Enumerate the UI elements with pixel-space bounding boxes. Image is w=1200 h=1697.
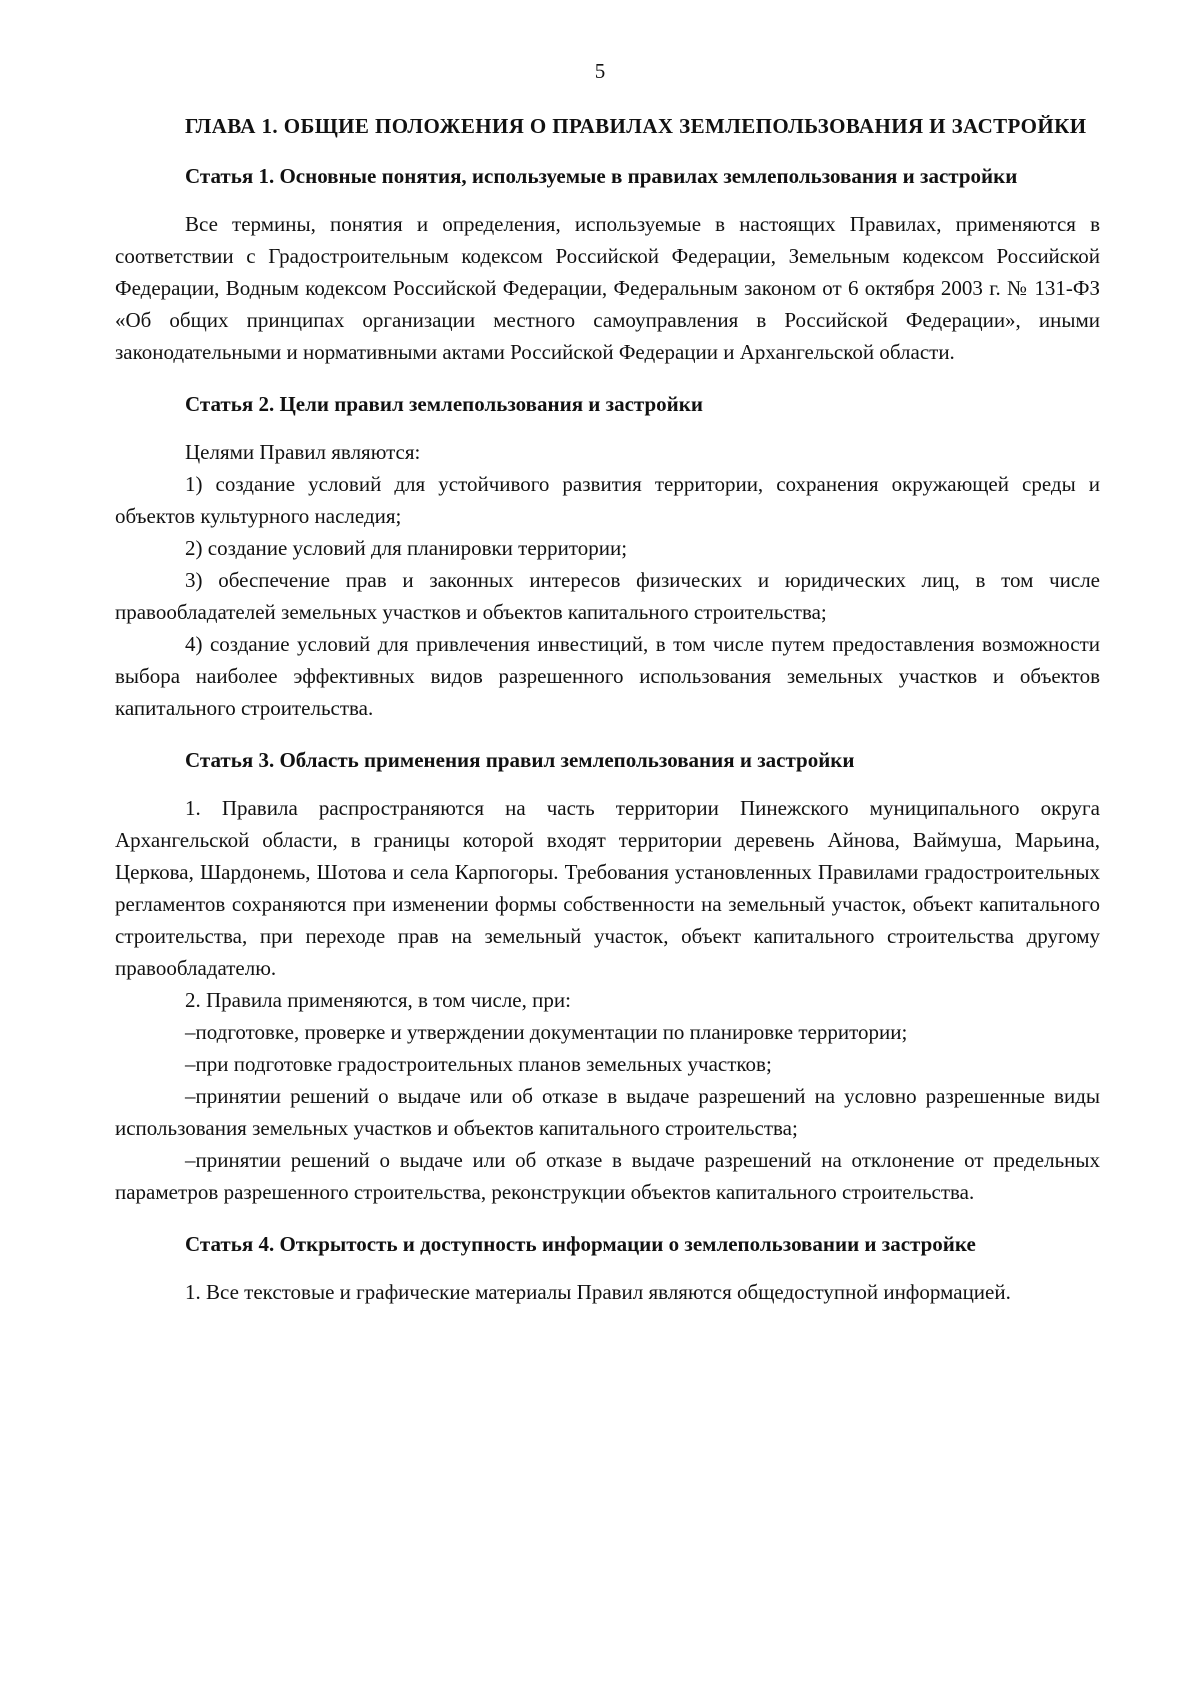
article-1 xyxy=(115,160,1100,368)
article-title: Статья 4. Открытость и доступность информации о землепользовании и застройке xyxy=(185,1232,976,1256)
article-title: Статья 2. Цели правил землепользования и застройки xyxy=(185,392,703,416)
list-item: –подготовке, проверке и утверждении документации по планировке территории; xyxy=(185,1020,908,1044)
paragraph: 1. Правила распространяются на часть территории Пинежского муниципального округа Архангельской области, в границы которой входят территории деревень Айнова, Ваймуша, Марьина, Церкова, Шардонемь, Шотова и села Карпогоры. Требования установленных Правилами градостроительных регламентов сохраняются при изменении формы собственности на земельный участок, объект капитального строительства, при переходе прав на земельный участок, объект капитального строительства другому правообладателю. xyxy=(115,796,1100,980)
list-item: 1) создание условий для устойчивого развития территории, сохранения окружающей среды и объектов культурного наследия; xyxy=(115,472,1100,528)
article-title: Статья 3. Область применения правил землепользования и застройки xyxy=(185,748,855,772)
list-item: –при подготовке градостроительных планов земельных участков; xyxy=(185,1052,772,1076)
paragraph: 1. Все текстовые и графические материалы Правил являются общедоступной информацией. xyxy=(185,1280,1011,1304)
list-item: –принятии решений о выдаче или об отказе в выдаче разрешений на отклонение от предельных параметров разрешенного строительства, реконструкции объектов капитального строительства. xyxy=(115,1148,1100,1204)
document-body xyxy=(115,110,1100,1328)
list-item: 3) обеспечение прав и законных интересов физических и юридических лиц, в том числе правообладателей земельных участков и объектов капитального строительства; xyxy=(115,568,1100,624)
list-item: –принятии решений о выдаче или об отказе в выдаче разрешений на условно разрешенные виды использования земельных участков и объектов капитального строительства; xyxy=(115,1084,1100,1140)
list-item: 2) создание условий для планировки территории; xyxy=(185,536,628,560)
article-4 xyxy=(115,1228,1100,1308)
paragraph: 2. Правила применяются, в том числе, при: xyxy=(185,988,571,1012)
chapter-title: ГЛАВА 1. ОБЩИЕ ПОЛОЖЕНИЯ О ПРАВИЛАХ ЗЕМЛЕПОЛЬЗОВАНИЯ И ЗАСТРОЙКИ xyxy=(185,114,1087,138)
page-number: 5 xyxy=(594,59,606,83)
article-2 xyxy=(115,388,1100,724)
list-item: 4) создание условий для привлечения инвестиций, в том числе путем предоставления возможности выбора наиболее эффективных видов разрешенного использования земельных участков и объектов капитального строительства. xyxy=(115,632,1100,720)
article-3 xyxy=(115,744,1100,1208)
paragraph: Целями Правил являются: xyxy=(185,440,421,464)
article-title: Статья 1. Основные понятия, используемые в правилах землепользования и застройки xyxy=(185,164,1018,188)
paragraph: Все термины, понятия и определения, используемые в настоящих Правилах, применяются в соответствии с Градостроительным кодексом Российской Федерации, Земельным кодексом Российской Федерации, Водным кодексом Российской Федерации, Федеральным законом от 6 октября 2003 г. № 131-ФЗ «Об общих принципах организации местного самоуправления в Российской Федерации», иными законодательными и нормативными актами Российской Федерации и Архангельской области. xyxy=(115,212,1100,364)
